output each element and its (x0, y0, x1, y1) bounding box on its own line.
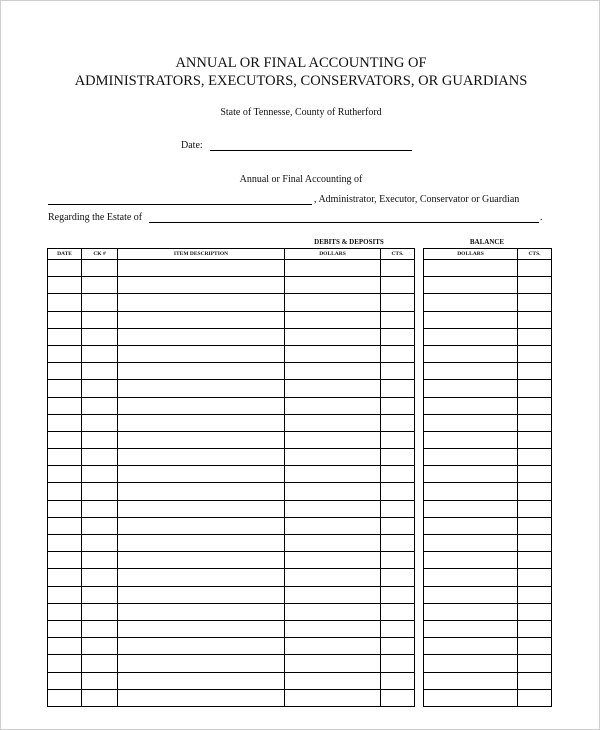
ledger-cell[interactable] (118, 397, 285, 414)
ledger-cell[interactable] (381, 311, 415, 328)
balance-cell[interactable] (518, 260, 552, 277)
balance-cell[interactable] (518, 363, 552, 380)
ledger-cell[interactable] (381, 569, 415, 586)
balance-cell[interactable] (518, 483, 552, 500)
ledger-cell[interactable] (381, 431, 415, 448)
balance-ledger-table (423, 248, 552, 707)
ledger-cell[interactable] (285, 586, 381, 603)
ledger-cell[interactable] (381, 414, 415, 431)
ledger-cell[interactable] (381, 620, 415, 637)
ledger-cell[interactable] (381, 277, 415, 294)
table-row (48, 689, 415, 706)
ledger-cell[interactable] (381, 517, 415, 534)
estate-name-field[interactable] (149, 222, 539, 223)
table-row (48, 569, 415, 586)
balance-cell[interactable] (424, 535, 518, 552)
ledger-cell[interactable] (118, 328, 285, 345)
table-row (424, 620, 552, 637)
balance-cell[interactable] (424, 328, 518, 345)
balance-cell[interactable] (424, 672, 518, 689)
ledger-cell[interactable] (82, 363, 118, 380)
ledger-cell[interactable] (118, 569, 285, 586)
table-row (48, 586, 415, 603)
ledger-cell[interactable] (285, 569, 381, 586)
form-title-line-2: ADMINISTRATORS, EXECUTORS, CONSERVATORS, OR GUARDIANS (74, 73, 528, 89)
ledger-cell[interactable] (82, 638, 118, 655)
column-header-check-number: CK # (82, 249, 118, 260)
ledger-cell[interactable] (285, 328, 381, 345)
ledger-cell[interactable] (82, 466, 118, 483)
balance-cell[interactable] (518, 535, 552, 552)
table-row (424, 397, 552, 414)
ledger-cell[interactable] (82, 311, 118, 328)
balance-cell[interactable] (518, 569, 552, 586)
ledger-cell[interactable] (118, 414, 285, 431)
balance-cell[interactable] (518, 586, 552, 603)
balance-cell[interactable] (424, 294, 518, 311)
balance-cell[interactable] (424, 517, 518, 534)
ledger-cell[interactable] (118, 483, 285, 500)
ledger-cell[interactable] (118, 586, 285, 603)
table-row (48, 345, 415, 362)
ledger-cell[interactable] (48, 483, 82, 500)
balance-cell[interactable] (424, 569, 518, 586)
table-row (424, 380, 552, 397)
ledger-cell[interactable] (82, 655, 118, 672)
balance-cell[interactable] (424, 655, 518, 672)
ledger-cell[interactable] (118, 449, 285, 466)
ledger-cell[interactable] (118, 535, 285, 552)
table-row (424, 466, 552, 483)
table-row (48, 431, 415, 448)
table-row (424, 655, 552, 672)
ledger-cell[interactable] (82, 277, 118, 294)
form-title-line-1: ANNUAL OR FINAL ACCOUNTING OF (175, 55, 427, 71)
table-row (48, 414, 415, 431)
balance-cell[interactable] (424, 620, 518, 637)
ledger-cell[interactable] (118, 552, 285, 569)
ledger-cell[interactable] (381, 328, 415, 345)
ledger-cell[interactable] (82, 260, 118, 277)
table-row (424, 449, 552, 466)
ledger-cell[interactable] (82, 603, 118, 620)
ledger-cell[interactable] (48, 260, 82, 277)
ledger-cell[interactable] (118, 500, 285, 517)
ledger-cell[interactable] (118, 311, 285, 328)
ledger-cell[interactable] (285, 620, 381, 637)
ledger-cell[interactable] (82, 689, 118, 706)
administrator-name-field[interactable] (48, 204, 312, 205)
ledger-cell[interactable] (82, 328, 118, 345)
table-row (424, 483, 552, 500)
balance-cell[interactable] (424, 380, 518, 397)
ledger-cell[interactable] (285, 380, 381, 397)
ledger-cell[interactable] (82, 672, 118, 689)
balance-cell[interactable] (518, 397, 552, 414)
ledger-cell[interactable] (381, 345, 415, 362)
balance-column-header-cents: CTS. (518, 249, 552, 260)
table-row (424, 431, 552, 448)
balance-cell[interactable] (424, 311, 518, 328)
ledger-cell[interactable] (285, 431, 381, 448)
ledger-cell[interactable] (381, 380, 415, 397)
table-row (48, 500, 415, 517)
ledger-cell[interactable] (381, 449, 415, 466)
regarding-estate-label: Regarding the Estate of (48, 212, 143, 223)
ledger-cell[interactable] (118, 277, 285, 294)
ledger-cell[interactable] (381, 483, 415, 500)
table-row (48, 638, 415, 655)
ledger-cell[interactable] (118, 466, 285, 483)
ledger-cell[interactable] (285, 500, 381, 517)
ledger-cell[interactable] (82, 431, 118, 448)
date-field[interactable] (210, 150, 412, 151)
ledger-cell[interactable] (285, 483, 381, 500)
ledger-cell[interactable] (381, 500, 415, 517)
ledger-cell[interactable] (118, 363, 285, 380)
table-row (424, 363, 552, 380)
ledger-cell[interactable] (48, 672, 82, 689)
ledger-cell[interactable] (381, 689, 415, 706)
balance-cell[interactable] (424, 466, 518, 483)
ledger-cell[interactable] (82, 449, 118, 466)
ledger-cell[interactable] (48, 311, 82, 328)
ledger-cell[interactable] (285, 294, 381, 311)
table-row (424, 638, 552, 655)
ledger-cell[interactable] (285, 672, 381, 689)
balance-cell[interactable] (424, 449, 518, 466)
table-row (424, 517, 552, 534)
balance-cell[interactable] (518, 328, 552, 345)
ledger-cell[interactable] (118, 345, 285, 362)
balance-cell[interactable] (518, 380, 552, 397)
balance-cell[interactable] (424, 345, 518, 362)
table-row (48, 517, 415, 534)
ledger-cell[interactable] (285, 449, 381, 466)
balance-cell[interactable] (518, 655, 552, 672)
ledger-cell[interactable] (118, 431, 285, 448)
ledger-cell[interactable] (48, 638, 82, 655)
ledger-cell[interactable] (381, 655, 415, 672)
ledger-cell[interactable] (82, 586, 118, 603)
regarding-period: . (540, 212, 543, 223)
balance-cell[interactable] (424, 603, 518, 620)
table-row (424, 535, 552, 552)
ledger-cell[interactable] (381, 638, 415, 655)
ledger-cell[interactable] (82, 483, 118, 500)
balance-cell[interactable] (424, 586, 518, 603)
ledger-cell[interactable] (48, 603, 82, 620)
table-row (424, 311, 552, 328)
debits-deposits-header: DEBITS & DEPOSITS (314, 238, 384, 246)
table-row (48, 672, 415, 689)
ledger-cell[interactable] (381, 552, 415, 569)
table-row (48, 277, 415, 294)
balance-cell[interactable] (518, 414, 552, 431)
ledger-cell[interactable] (48, 363, 82, 380)
ledger-cell[interactable] (285, 414, 381, 431)
table-row (424, 277, 552, 294)
ledger-cell[interactable] (381, 466, 415, 483)
table-row (424, 552, 552, 569)
balance-cell[interactable] (518, 603, 552, 620)
ledger-cell[interactable] (118, 260, 285, 277)
ledger-cell[interactable] (381, 586, 415, 603)
ledger-cell[interactable] (118, 603, 285, 620)
column-header-date: DATE (48, 249, 82, 260)
balance-cell[interactable] (424, 431, 518, 448)
ledger-cell[interactable] (48, 655, 82, 672)
ledger-cell[interactable] (285, 466, 381, 483)
table-row (48, 603, 415, 620)
ledger-cell[interactable] (285, 638, 381, 655)
ledger-cell[interactable] (285, 277, 381, 294)
table-row (48, 483, 415, 500)
ledger-cell[interactable] (82, 294, 118, 311)
table-row (48, 552, 415, 569)
ledger-cell[interactable] (82, 569, 118, 586)
ledger-cell[interactable] (381, 294, 415, 311)
table-row (424, 603, 552, 620)
ledger-cell[interactable] (118, 380, 285, 397)
table-row (48, 311, 415, 328)
ledger-cell[interactable] (118, 517, 285, 534)
ledger-cell[interactable] (48, 328, 82, 345)
table-row (424, 500, 552, 517)
ledger-cell[interactable] (48, 414, 82, 431)
table-row (424, 672, 552, 689)
balance-cell[interactable] (518, 466, 552, 483)
table-row (48, 380, 415, 397)
ledger-cell[interactable] (48, 620, 82, 637)
ledger-cell[interactable] (285, 260, 381, 277)
ledger-cell[interactable] (285, 311, 381, 328)
balance-cell[interactable] (518, 311, 552, 328)
ledger-cell[interactable] (118, 620, 285, 637)
balance-cell[interactable] (424, 689, 518, 706)
ledger-cell[interactable] (285, 397, 381, 414)
table-row (424, 586, 552, 603)
ledger-cell[interactable] (285, 552, 381, 569)
ledger-cell[interactable] (48, 431, 82, 448)
ledger-cell[interactable] (285, 517, 381, 534)
balance-cell[interactable] (424, 500, 518, 517)
state-county-line: State of Tennesse, County of Rutherford (220, 107, 382, 118)
table-row (48, 449, 415, 466)
ledger-cell[interactable] (285, 535, 381, 552)
ledger-cell[interactable] (48, 380, 82, 397)
balance-cell[interactable] (518, 277, 552, 294)
date-label: Date: (181, 140, 203, 151)
table-row (48, 397, 415, 414)
balance-cell[interactable] (424, 552, 518, 569)
table-row (424, 414, 552, 431)
balance-cell[interactable] (424, 363, 518, 380)
table-row (424, 569, 552, 586)
balance-column-header-dollars: DOLLARS (424, 249, 518, 260)
balance-cell[interactable] (424, 397, 518, 414)
balance-cell[interactable] (518, 638, 552, 655)
table-row (424, 294, 552, 311)
balance-cell[interactable] (518, 689, 552, 706)
balance-cell[interactable] (518, 517, 552, 534)
ledger-cell[interactable] (381, 397, 415, 414)
ledger-cell[interactable] (48, 535, 82, 552)
ledger-cell[interactable] (381, 363, 415, 380)
role-label: , Administrator, Executor, Conservator or Guardian (314, 194, 520, 205)
column-header-cents: CTS. (381, 249, 415, 260)
ledger-cell[interactable] (118, 689, 285, 706)
balance-cell[interactable] (518, 620, 552, 637)
ledger-cell[interactable] (381, 672, 415, 689)
balance-cell[interactable] (424, 260, 518, 277)
ledger-cell[interactable] (48, 397, 82, 414)
ledger-cell[interactable] (48, 586, 82, 603)
table-row (48, 260, 415, 277)
ledger-cell[interactable] (82, 552, 118, 569)
debits-ledger-table (47, 248, 415, 707)
ledger-cell[interactable] (381, 535, 415, 552)
ledger-cell[interactable] (48, 466, 82, 483)
ledger-cell[interactable] (48, 345, 82, 362)
ledger-cell[interactable] (285, 345, 381, 362)
balance-cell[interactable] (518, 672, 552, 689)
table-row (48, 294, 415, 311)
ledger-cell[interactable] (48, 500, 82, 517)
ledger-cell[interactable] (48, 552, 82, 569)
table-row (424, 345, 552, 362)
ledger-cell[interactable] (82, 345, 118, 362)
column-header-dollars: DOLLARS (285, 249, 381, 260)
ledger-cell[interactable] (82, 517, 118, 534)
ledger-cell[interactable] (48, 517, 82, 534)
ledger-cell[interactable] (118, 655, 285, 672)
table-row (48, 620, 415, 637)
ledger-cell[interactable] (118, 672, 285, 689)
table-row (48, 535, 415, 552)
table-row (48, 466, 415, 483)
balance-cell[interactable] (518, 552, 552, 569)
ledger-cell[interactable] (381, 260, 415, 277)
balance-header: BALANCE (469, 238, 505, 246)
table-row (424, 260, 552, 277)
table-row (424, 689, 552, 706)
ledger-cell[interactable] (48, 689, 82, 706)
ledger-cell[interactable] (285, 363, 381, 380)
ledger-cell[interactable] (381, 603, 415, 620)
ledger-cell[interactable] (285, 603, 381, 620)
annual-accounting-label: Annual or Final Accounting of (239, 174, 363, 185)
ledger-cell[interactable] (48, 449, 82, 466)
ledger-cell[interactable] (285, 689, 381, 706)
table-row (48, 328, 415, 345)
ledger-cell[interactable] (48, 569, 82, 586)
table-row (48, 363, 415, 380)
balance-cell[interactable] (424, 414, 518, 431)
balance-cell[interactable] (424, 638, 518, 655)
ledger-cell[interactable] (285, 655, 381, 672)
balance-cell[interactable] (518, 294, 552, 311)
ledger-cell[interactable] (48, 277, 82, 294)
ledger-cell[interactable] (82, 397, 118, 414)
balance-cell[interactable] (518, 500, 552, 517)
ledger-cell[interactable] (82, 620, 118, 637)
ledger-cell[interactable] (82, 414, 118, 431)
ledger-cell[interactable] (82, 500, 118, 517)
table-row (48, 655, 415, 672)
ledger-cell[interactable] (48, 294, 82, 311)
ledger-cell[interactable] (82, 380, 118, 397)
balance-cell[interactable] (424, 277, 518, 294)
ledger-cell[interactable] (118, 638, 285, 655)
column-header-item-description: ITEM DESCRIPTION (118, 249, 285, 260)
balance-cell[interactable] (518, 449, 552, 466)
ledger-cell[interactable] (118, 294, 285, 311)
table-row (424, 328, 552, 345)
balance-cell[interactable] (518, 345, 552, 362)
balance-cell[interactable] (424, 483, 518, 500)
ledger-cell[interactable] (82, 535, 118, 552)
balance-cell[interactable] (518, 431, 552, 448)
